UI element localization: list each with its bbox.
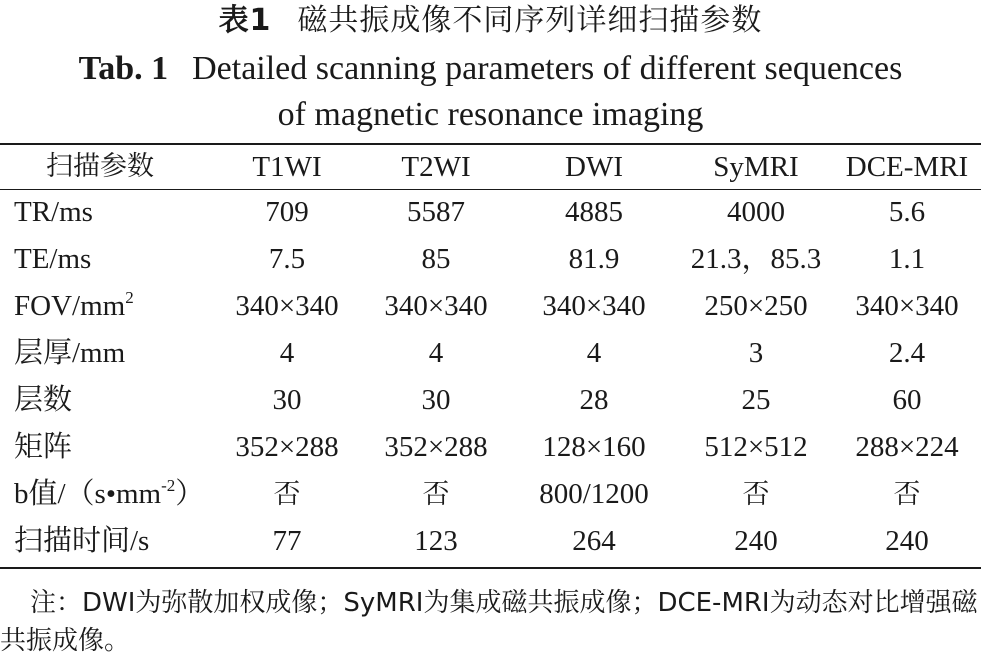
- table-cell: 5587: [407, 196, 465, 228]
- row-label: TE/ms: [14, 243, 92, 275]
- table-title-cn-text: 磁共振成像不同序列详细扫描参数: [297, 3, 763, 38]
- row-label-superscript: -2: [161, 476, 176, 495]
- table-cell: 709: [265, 196, 309, 228]
- table-title-en-line1: Detailed scanning parameters of different sequences: [192, 50, 903, 87]
- table-cell: 4885: [565, 196, 623, 228]
- table-cell: 4: [428, 337, 444, 369]
- table-number-cn: 表1: [218, 3, 272, 38]
- column-header: SyMRI: [713, 151, 799, 183]
- row-label-superscript: 2: [125, 288, 134, 307]
- table-cell: 352×288: [235, 431, 339, 463]
- table-row: [0, 236, 981, 283]
- table-number-en: Tab. 1: [78, 50, 169, 87]
- table-cell: 81.9: [568, 243, 620, 275]
- column-header: DCE-MRI: [845, 151, 969, 183]
- table-title-en-line2: of magnetic resonance imaging: [277, 96, 704, 133]
- column-header: T1WI: [252, 151, 322, 183]
- table-bottom-rule: [0, 567, 981, 569]
- table-cell: 30: [272, 384, 302, 416]
- table-cell: 340×340: [235, 290, 339, 322]
- table-cell: 4: [586, 337, 602, 369]
- table-cell: 128×160: [542, 431, 646, 463]
- table-row: [0, 518, 981, 565]
- table-row: [0, 377, 981, 424]
- table-cell: 否: [422, 479, 450, 510]
- row-label-tail: ）: [175, 478, 205, 510]
- table-row: [0, 330, 981, 377]
- table-cell: 352×288: [384, 431, 488, 463]
- row-label: 矩阵: [14, 431, 73, 463]
- table-row: [0, 424, 981, 471]
- row-label: 层厚/mm: [14, 337, 126, 369]
- table-cell: 340×340: [855, 290, 959, 322]
- table-title-chinese: [0, 0, 981, 42]
- table-cell: 512×512: [704, 431, 808, 463]
- table-cell: 60: [892, 384, 922, 416]
- table-cell: 21.3，85.3: [690, 243, 822, 275]
- table-cell: 1.1: [888, 243, 926, 275]
- table-title-english: [0, 46, 981, 138]
- row-label-text: FOV/mm: [14, 290, 126, 322]
- table-cell: 7.5: [268, 243, 306, 275]
- column-header: DWI: [565, 151, 623, 183]
- table-cell: 85: [421, 243, 451, 275]
- row-label-text: b值/（s•mm: [14, 478, 162, 510]
- table-cell: 340×340: [542, 290, 646, 322]
- table-cell: 240: [734, 525, 778, 557]
- table-cell: 340×340: [384, 290, 488, 322]
- table-cell: 4000: [727, 196, 785, 228]
- table-cell: 240: [885, 525, 929, 557]
- row-label: 扫描时间/s: [14, 525, 150, 557]
- table-cell: 800/1200: [539, 478, 649, 510]
- table-cell: 否: [893, 479, 921, 510]
- row-label: [0, 471, 211, 518]
- scan-parameters-table: [0, 145, 981, 565]
- table-cell: 4: [279, 337, 295, 369]
- table-cell: 3: [748, 337, 764, 369]
- table-cell: 否: [273, 479, 301, 510]
- table-cell: 否: [742, 479, 770, 510]
- table-row: [0, 283, 981, 330]
- row-label: 层数: [14, 384, 73, 416]
- table-cell: 77: [272, 525, 302, 557]
- table-row: [0, 189, 981, 236]
- table-cell: 2.4: [888, 337, 926, 369]
- table-cell: 25: [741, 384, 771, 416]
- table-cell: 123: [414, 525, 458, 557]
- column-header: T2WI: [401, 151, 471, 183]
- table-cell: 5.6: [888, 196, 926, 228]
- column-header: 扫描参数: [46, 151, 154, 182]
- table-cell: 28: [579, 384, 609, 416]
- table-footnote: [0, 584, 981, 660]
- footnote-text: 注：DWI为弥散加权成像；SyMRI为集成磁共振成像；DCE-MRI为动态对比增强磁共振成像。: [0, 588, 978, 656]
- table-row: [0, 471, 981, 518]
- table-cell: 250×250: [704, 290, 808, 322]
- table-header-row: [0, 145, 981, 189]
- row-label: TR/ms: [14, 196, 93, 228]
- table-cell: 30: [421, 384, 451, 416]
- table-cell: 288×224: [855, 431, 959, 463]
- row-label: [0, 283, 211, 330]
- table-cell: 264: [572, 525, 616, 557]
